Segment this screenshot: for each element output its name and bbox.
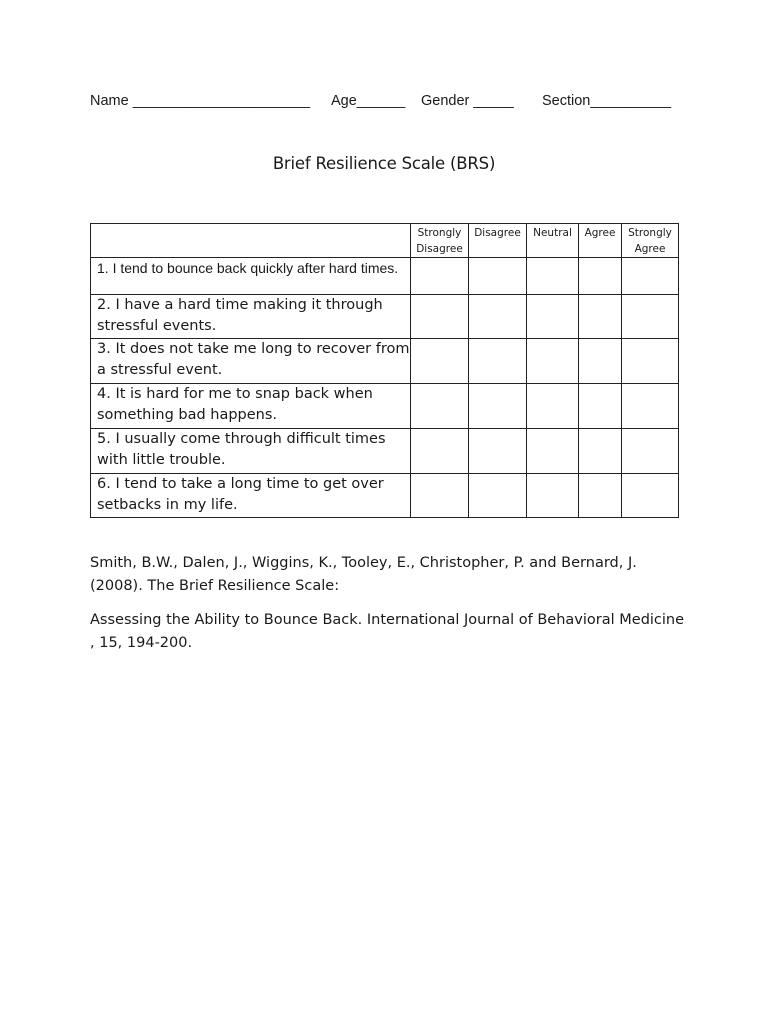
response-cell[interactable] — [527, 474, 579, 518]
item-statement: 6. I tend to take a long time to get over setbacks in my life. — [91, 474, 411, 518]
page-title: Brief Resilience Scale (BRS) — [272, 154, 496, 173]
response-cell[interactable] — [527, 384, 579, 429]
response-cell[interactable] — [469, 429, 527, 474]
response-cell[interactable] — [469, 339, 527, 384]
citation-authors: Smith, B.W., Dalen, J., Wiggins, K., Tooley, E., Christopher, P. and Bernard, J. (2008). The Brief Resilience Scale: — [90, 555, 637, 594]
column-header-item — [91, 224, 411, 258]
table-row — [91, 474, 679, 518]
item-statement: 2. I have a hard time making it through stressful events. — [91, 295, 411, 339]
response-cell[interactable] — [579, 339, 622, 384]
response-cell[interactable] — [622, 429, 679, 474]
response-cell[interactable] — [469, 474, 527, 518]
response-cell[interactable] — [469, 295, 527, 339]
response-cell[interactable] — [411, 295, 469, 339]
age-field[interactable]: Age______ — [331, 93, 406, 109]
response-cell[interactable] — [579, 474, 622, 518]
response-cell[interactable] — [527, 295, 579, 339]
response-cell[interactable] — [579, 384, 622, 429]
table-row — [91, 429, 679, 474]
response-cell[interactable] — [527, 258, 579, 295]
name-field[interactable]: Name ______________________ — [90, 93, 311, 109]
response-cell[interactable] — [411, 258, 469, 295]
table-row — [91, 384, 679, 429]
item-statement: 5. I usually come through difficult times with little trouble. — [91, 429, 411, 474]
column-header-strongly-agree: Strongly Agree — [622, 224, 679, 258]
citation-title: Assessing the Ability to Bounce Back. International Journal of Behavioral Medicine , 15, 194-200. — [90, 612, 685, 651]
response-cell[interactable] — [622, 258, 679, 295]
response-cell[interactable] — [622, 339, 679, 384]
section-field[interactable]: Section__________ — [542, 93, 672, 109]
response-cell[interactable] — [527, 429, 579, 474]
item-statement: 4. It is hard for me to snap back when something bad happens. — [91, 384, 411, 429]
column-header-strongly-disagree: Strongly Disagree — [411, 224, 469, 258]
column-header-agree: Agree — [579, 224, 622, 258]
column-header-disagree: Disagree — [469, 224, 527, 258]
response-cell[interactable] — [469, 384, 527, 429]
gender-field[interactable]: Gender _____ — [421, 93, 514, 109]
item-statement: 3. It does not take me long to recover from a stressful event. — [91, 339, 411, 384]
response-cell[interactable] — [622, 384, 679, 429]
response-cell[interactable] — [579, 295, 622, 339]
response-cell[interactable] — [411, 339, 469, 384]
response-cell[interactable] — [411, 474, 469, 518]
response-cell[interactable] — [622, 295, 679, 339]
table-row — [91, 258, 679, 295]
resilience-scale-table — [90, 223, 679, 518]
response-cell[interactable] — [622, 474, 679, 518]
table-row — [91, 295, 679, 339]
item-statement: 1. I tend to bounce back quickly after hard times. — [91, 258, 411, 295]
response-cell[interactable] — [469, 258, 527, 295]
table-row — [91, 339, 679, 384]
response-cell[interactable] — [579, 429, 622, 474]
column-header-neutral: Neutral — [527, 224, 579, 258]
response-cell[interactable] — [579, 258, 622, 295]
response-cell[interactable] — [411, 429, 469, 474]
response-cell[interactable] — [527, 339, 579, 384]
response-cell[interactable] — [411, 384, 469, 429]
table-header-row — [91, 224, 679, 258]
